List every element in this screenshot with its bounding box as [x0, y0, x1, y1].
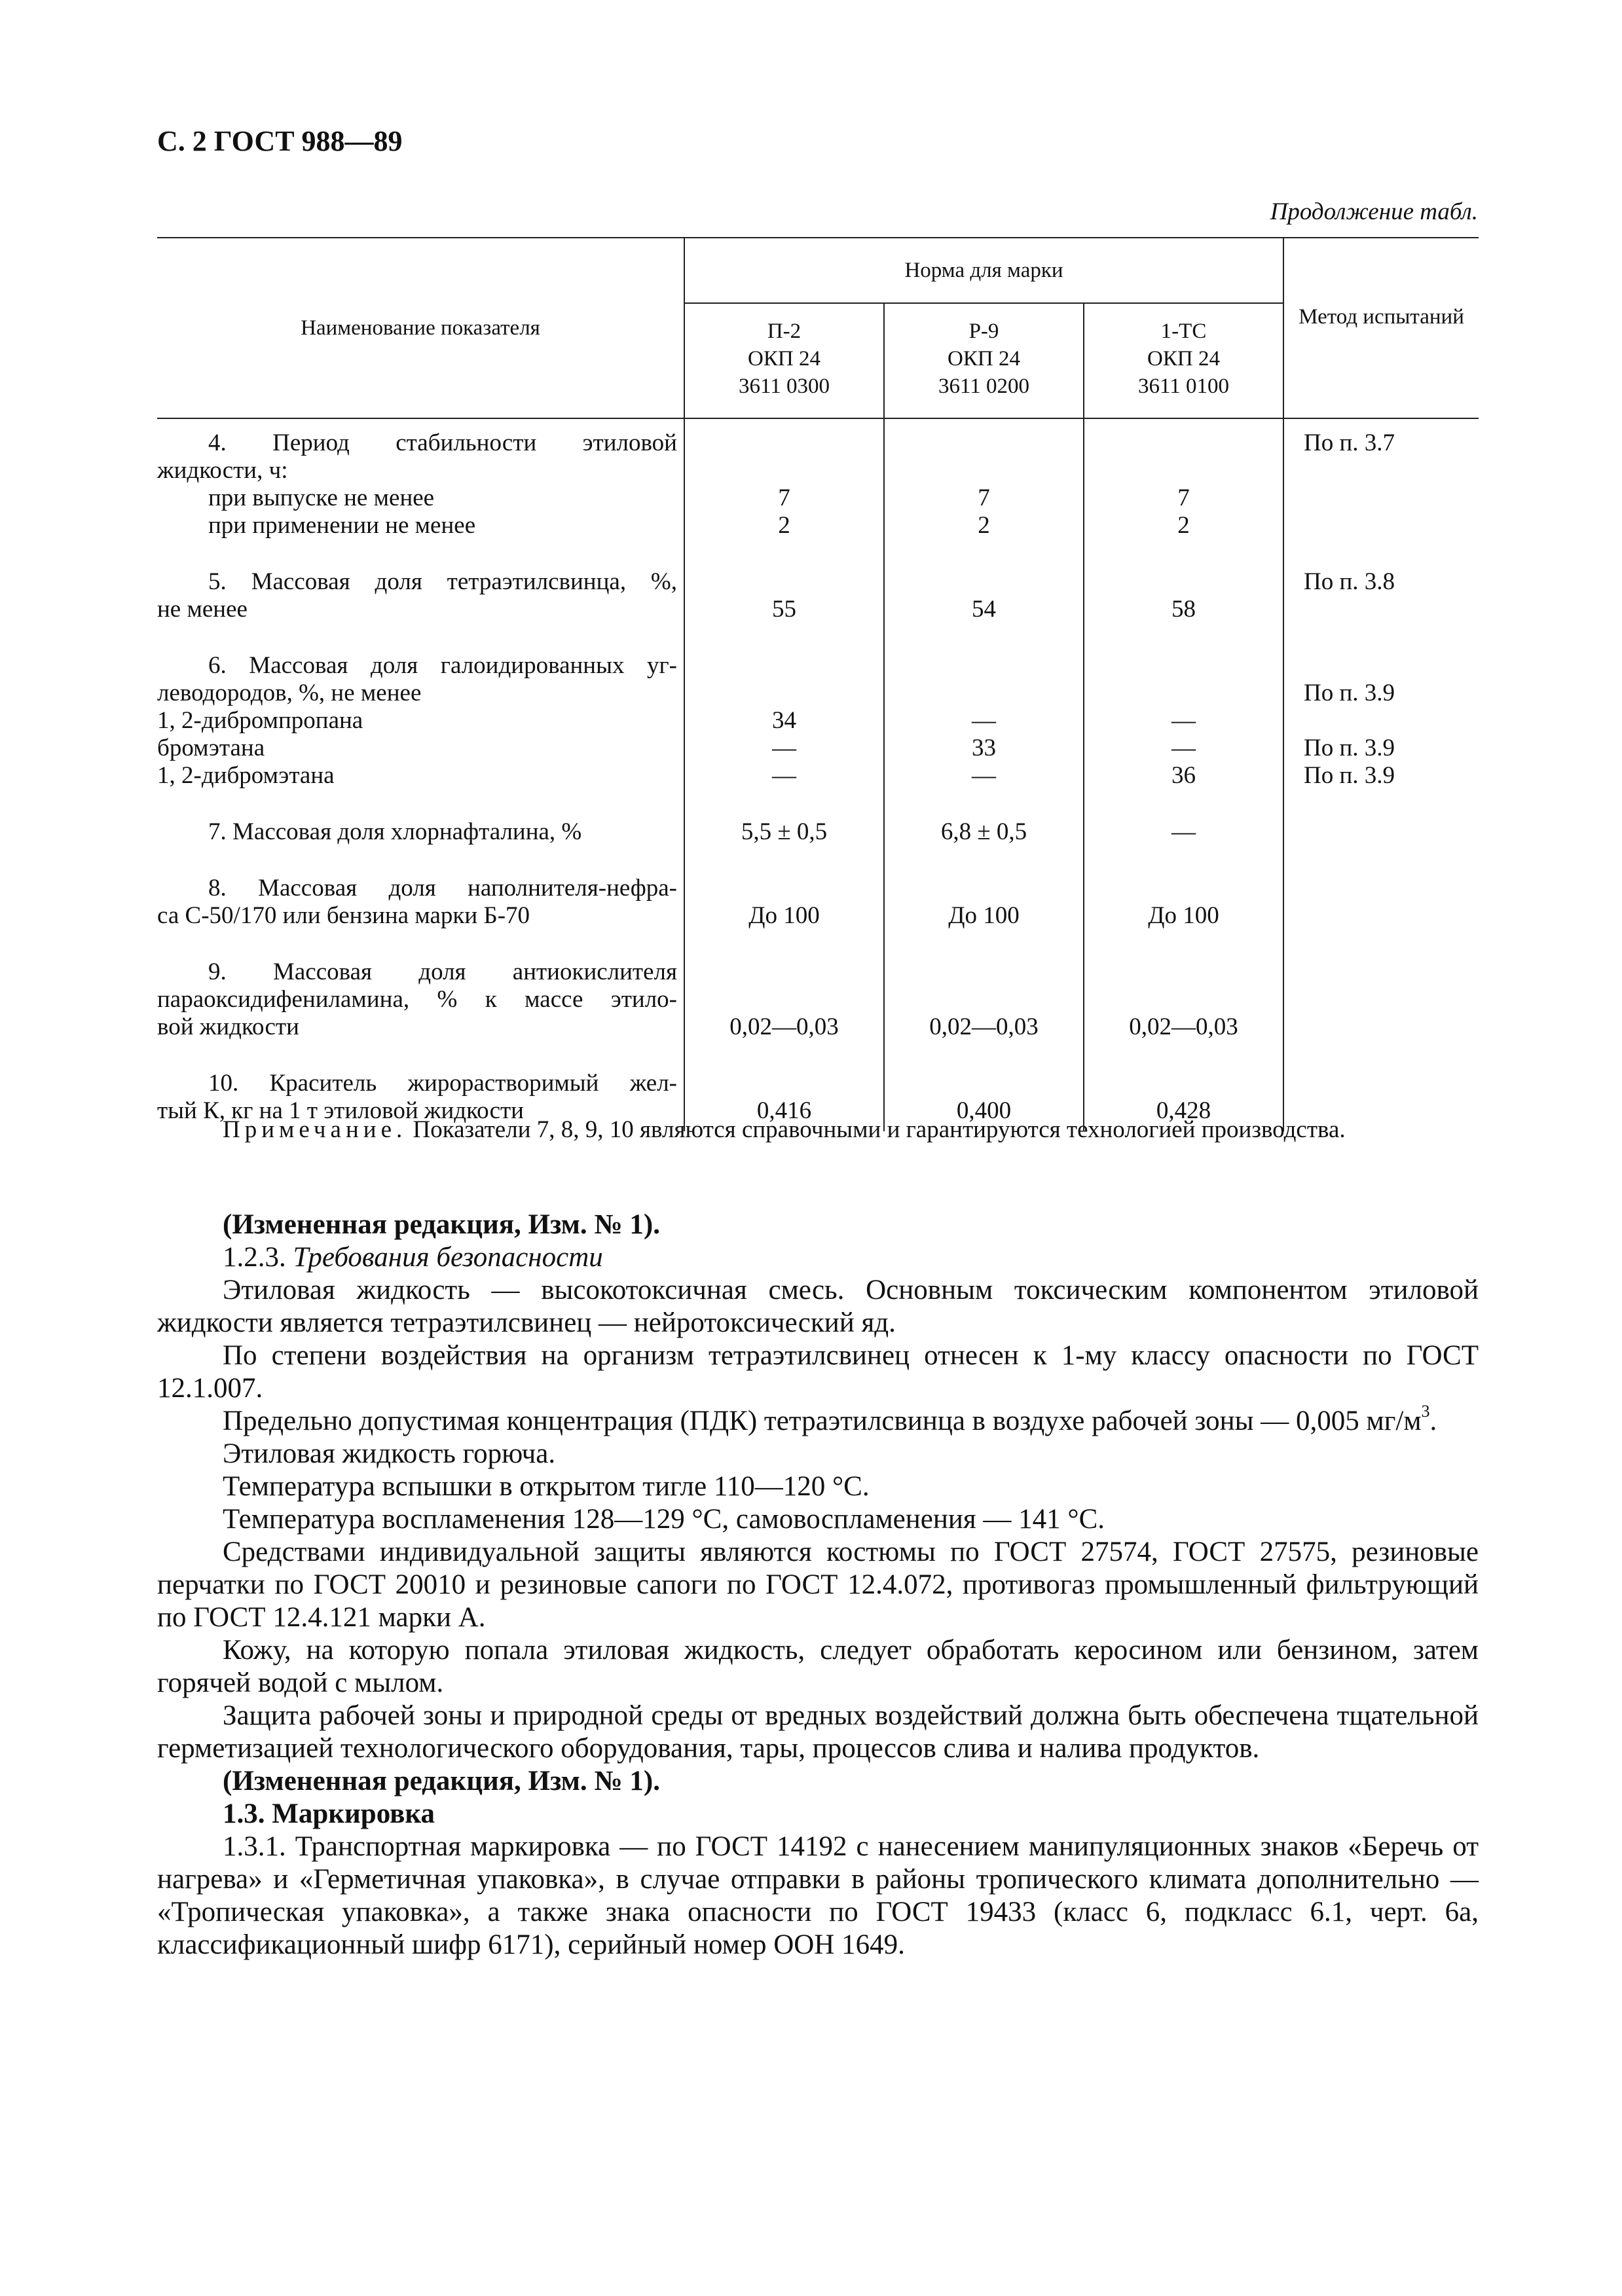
column-header-norm: Норма для марки	[684, 238, 1283, 303]
paragraph: Температура вспышки в открытом тигле 110—120 °С.	[223, 1471, 870, 1502]
amendment-note: (Измененная редакция, Изм. № 1).	[223, 1209, 660, 1240]
note-text: Показатели 7, 8, 9, 10 являются справочными и гарантируются технологией производства.	[407, 1116, 1346, 1143]
column-header-name: Наименование показателя	[157, 238, 684, 418]
table-row: 5. Массовая доля тетраэтилсвинца, %, не менее 55 54 58 По п. 3.8	[157, 562, 1479, 646]
body-text	[157, 1209, 1479, 1961]
grade-header: Р-9 ОКП 24 3611 0200	[884, 303, 1084, 418]
grade-header: 1-ТС ОКП 24 3611 0100	[1084, 303, 1283, 418]
paragraph: Защита рабочей зоны и природной среды от вредных воздействий должна быть обеспечена тщательной герметизацией технологического оборудования, тары, процессов слива и налива продуктов.	[157, 1700, 1479, 1764]
table-row: 6. Массовая доля галоидированных уг- леводородов, %, не менее 1, 2-дибромпропана бромэтана 1, 2-дибромэтана 34 — — — 33 — — — 36 По п. 3.9 По п. 3.9 По п. 3.9	[157, 646, 1479, 812]
table-continuation-label: Продолжение табл.	[1270, 198, 1478, 225]
table-row: 7. Массовая доля хлорнафталина, % 5,5 ± 0,5 6,8 ± 0,5 —	[157, 812, 1479, 868]
paragraph: По степени воздействия на организм тетраэтилсвинец отнесен к 1-му классу опасности по ГОСТ 12.1.007.	[157, 1340, 1479, 1404]
specification-table	[157, 237, 1479, 1131]
paragraph: Этиловая жидкость — высокотоксичная смесь. Основным токсическим компонентом этиловой жидкости является тетраэтилсвинец — нейротоксический яд.	[157, 1275, 1479, 1338]
table-note	[157, 1113, 1479, 1147]
paragraph: 1.3.1. Транспортная маркировка — по ГОСТ 14192 с нанесением манипуляционных знаков «Беречь от нагрева» и «Герметичная упаковка», в случае отправки в районы тропического климата дополнительно — «Тропическая упаковка», а также знака опасности по ГОСТ 19433 (класс 6, подкласс 6.1, черт. 6а, классификационный шифр 6171), серийный номер ООН 1649.	[157, 1831, 1479, 1960]
amendment-note: (Измененная редакция, Изм. № 1).	[223, 1766, 660, 1796]
paragraph: Температура воспламенения 128—129 °С, самовоспламенения — 141 °С.	[223, 1504, 1105, 1535]
column-header-method: Метод испытаний	[1283, 238, 1479, 418]
paragraph: Этиловая жидкость горюча.	[223, 1438, 556, 1469]
paragraph: Кожу, на которую попала этиловая жидкость, следует обработать керосином или бензином, затем горячей водой с мылом.	[157, 1635, 1479, 1698]
table-row: 8. Массовая доля наполнителя-нефра- са С-50/170 или бензина марки Б-70 До 100 До 100 До 100	[157, 868, 1479, 952]
page-header: С. 2 ГОСТ 988—89	[157, 125, 403, 157]
section-heading: 1.2.3. Требования безопасности	[223, 1242, 603, 1273]
grade-header: П-2 ОКП 24 3611 0300	[684, 303, 884, 418]
paragraph: Средствами индивидуальной защиты являются костюмы по ГОСТ 27574, ГОСТ 27575, резиновые перчатки по ГОСТ 20010 и резиновые сапоги по ГОСТ 12.4.072, противогаз промышленный фильтрующий по ГОСТ 12.4.121 марки А.	[157, 1537, 1479, 1633]
paragraph: Предельно допустимая концентрация (ПДК) тетраэтилсвинца в воздухе рабочей зоны — 0,005 $мг/м^3$.	[223, 1402, 1437, 1436]
table-row: 4. Период стабильности этиловой жидкости, ч: при выпуске не менее при применении не менее 7 2 7 2 7 2 По п. 3.7	[157, 418, 1479, 562]
table-row: 10. Краситель жирорастворимый жел- тый К, кг на 1 т этиловой жидкости 0,416 0,400 0,428	[157, 1063, 1479, 1131]
section-heading-marking: 1.3. Маркировка	[223, 1798, 435, 1829]
table-row: 9. Массовая доля антиокислителя параоксидифениламина, % к массе этило- вой жидкости 0,02—0,03 0,02—0,03 0,02—0,03	[157, 952, 1479, 1063]
note-label: Примечание.	[223, 1116, 407, 1143]
